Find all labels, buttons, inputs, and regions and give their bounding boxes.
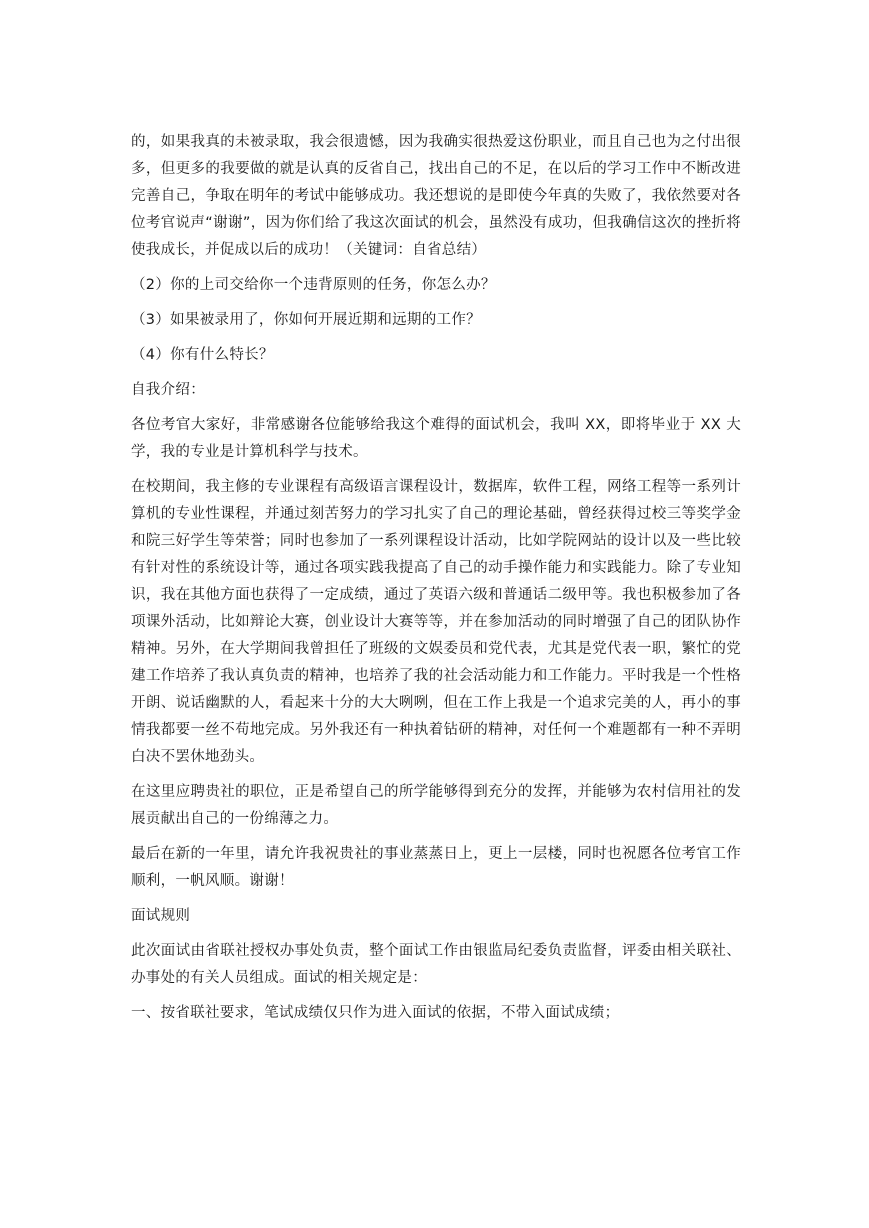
question-3: （3）如果被录用了，你如何开展近期和远期的工作？ xyxy=(131,312,481,328)
paragraph-greeting: 各位考官大家好，非常感谢各位能够给我这个难得的面试机会，我叫 XX，即将毕业于 XX 大学，我的专业是计算机科学与技术。 xyxy=(131,417,741,460)
rule-item-1: 一、按省联社要求，笔试成绩仅只作为进入面试的依据，不带入面试成绩； xyxy=(131,1005,620,1021)
question-2: （2）你的上司交给你一个违背原则的任务，你怎么办？ xyxy=(131,277,496,293)
paragraph-answer-reflection: 的，如果我真的未被录取，我会很遗憾，因为我确实很热爱这份职业，而且自己也为之付出很多，但更多的我要做的就是认真的反省自己，找出自己的不足，在以后的学习工作中不断改进完善自己，争取在明年的考试中能够成功。我还想说的是即使今年真的失败了，我依然要对各位考官说声“谢谢”，因为你们给了我这次面试的机会，虽然没有成功，但我确信这次的挫折将使我成长，并促成以后的成功！（关键词：自省总结） xyxy=(131,134,741,258)
paragraph-school-experience: 在校期间，我主修的专业课程有高级语言课程设计，数据库，软件工程，网络工程等一系列计算机的专业性课程，并通过刻苦努力的学习扎实了自己的理论基础，曾经获得过校三等奖学金和院三好学生等荣誉；同时也参加了一系列课程设计活动，比如学院网站的设计以及一些比较有针对性的系统设计等，通过各项实践我提高了自己的动手操作能力和实践能力。除了专业知识，我在其他方面也获得了一定成绩，通过了英语六级和普通话二级甲等。我也积极参加了各项课外活动，比如辩论大赛，创业设计大赛等等，并在参加活动的同时增强了自己的团队协作精神。另外，在大学期间我曾担任了班级的文娱委员和党代表，尤其是党代表一职，繁忙的党建工作培养了我认真负责的精神，也培养了我的社会活动能力和工作能力。平时我是一个性格开朗、说话幽默的人，看起来十分的大大咧咧，但在工作上我是一个追求完美的人，再小的事情我都要一丝不苟地完成。另外我还有一种执着钻研的精神，对任何一个难题都有一种不弄明白决不罢休地劲头。 xyxy=(131,479,741,765)
paragraph-application-goal: 在这里应聘贵社的职位，正是希望自己的所学能够得到充分的发挥，并能够为农村信用社的发展贡献出自己的一份绵薄之力。 xyxy=(131,784,741,827)
question-4: （4）你有什么特长？ xyxy=(131,347,274,363)
section-heading-self-intro: 自我介绍： xyxy=(131,382,205,398)
section-heading-interview-rules: 面试规则 xyxy=(131,908,191,924)
paragraph-closing-wishes: 最后在新的一年里，请允许我祝贵社的事业蒸蒸日上，更上一层楼，同时也祝愿各位考官工作顺利，一帆风顺。谢谢！ xyxy=(131,846,741,889)
paragraph-rules-intro: 此次面试由省联社授权办事处负责，整个面试工作由银监局纪委负责监督，评委由相关联社、办事处的有关人员组成。面试的相关规定是： xyxy=(131,943,741,986)
document-body xyxy=(131,129,741,1035)
